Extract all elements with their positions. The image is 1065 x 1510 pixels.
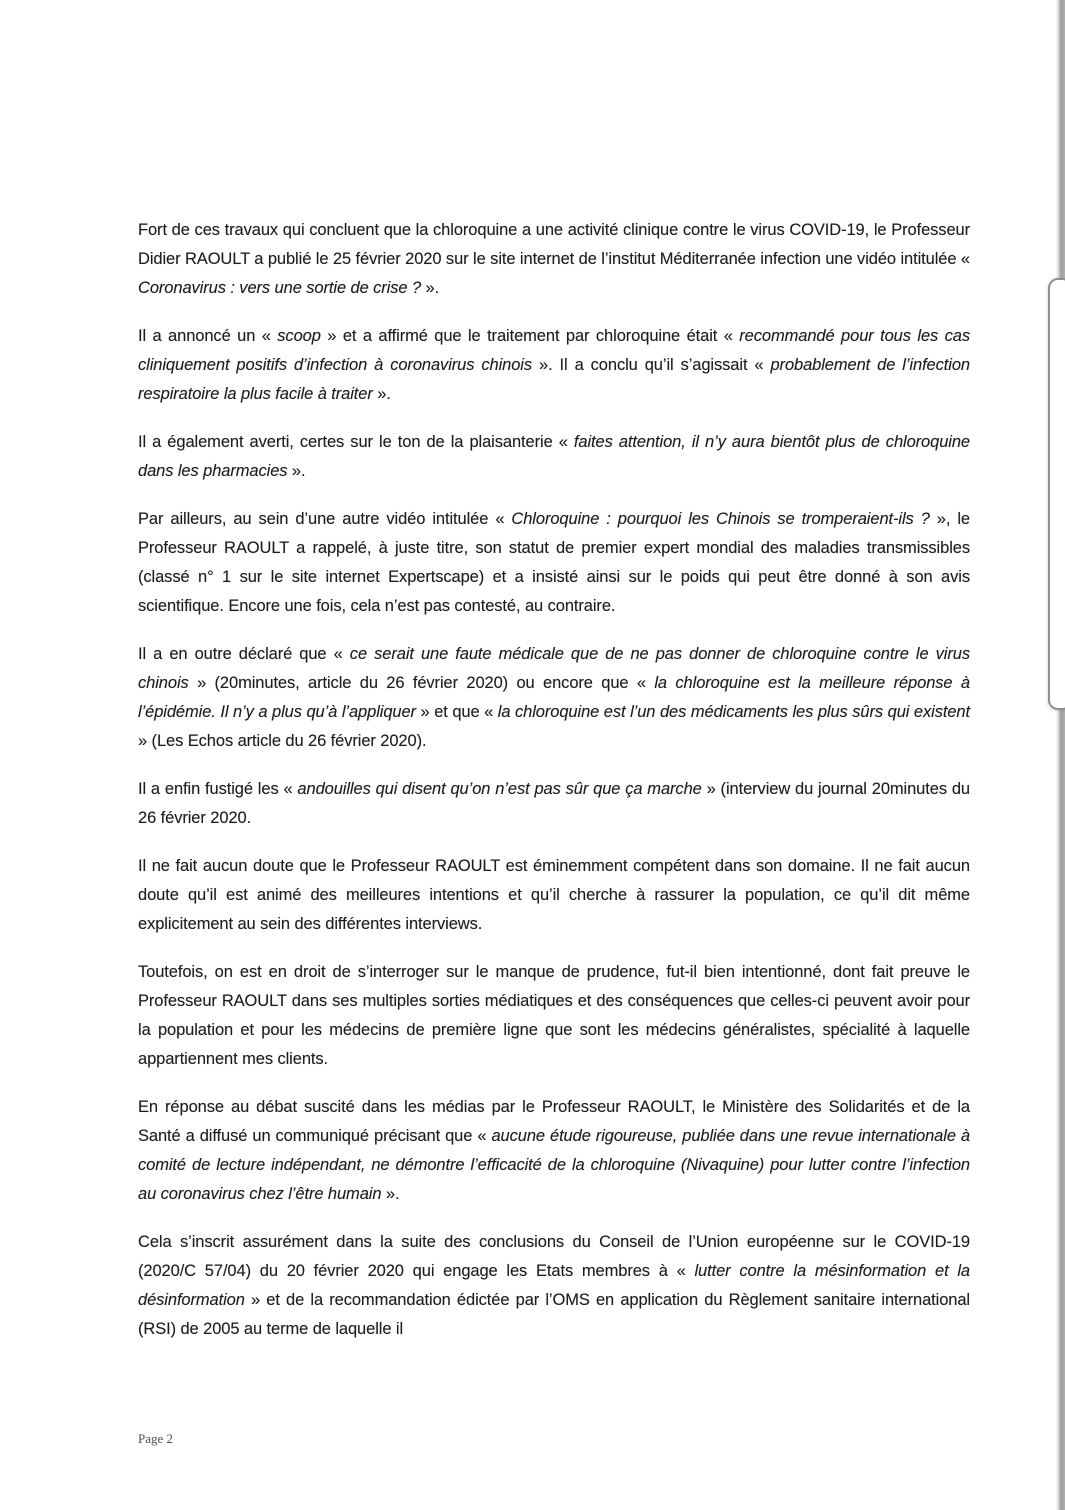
body-text: » (Les Echos article du 26 février 2020). (138, 732, 427, 750)
quoted-italic-text: lutter contre la mésinformation et la désinformation (138, 1262, 970, 1309)
body-text: ». (421, 279, 440, 297)
quoted-italic-text: scoop (277, 327, 321, 345)
quoted-italic-text: Coronavirus : vers une sortie de crise ? (138, 279, 422, 297)
body-text: » et de la recommandation édictée par l’OMS en application du Règlement sanitaire international (RSI) de 2005 au terme de laquelle il (138, 1291, 970, 1338)
quoted-italic-text: andouilles qui disent qu’on n’est pas sûr que ça marche (297, 780, 702, 798)
body-text: » (interview du journal 20minutes du 26 février 2020. (138, 780, 970, 827)
paragraph (138, 505, 970, 621)
paragraph (138, 775, 970, 833)
quoted-italic-text: probablement de l’infection respiratoire la plus facile à traiter (138, 356, 970, 403)
body-text: » et a affirmé que le traitement par chloroquine était « (320, 327, 740, 345)
body-text: », le Professeur RAOULT a rappelé, à juste titre, son statut de premier expert mondial des maladies transmissibles (classé n° 1 sur le site internet Expertscape) et a insisté ainsi sur le poids qui peut être donné à son avis scientifique. Encore une fois, cela n’est pas contesté, au contraire. (138, 510, 971, 615)
document-body (138, 216, 970, 1363)
page-number-footer: Page 2 (138, 1431, 174, 1446)
body-text: ». (372, 385, 391, 403)
paragraph (138, 322, 970, 409)
body-text: Il a en outre déclaré que « (138, 645, 350, 663)
body-text: Il ne fait aucun doute que le Professeur RAOULT est éminemment compétent dans son domaine. Il ne fait aucun doute qu’il est animé des meilleures intentions et qu’il cherche à rassurer la population, ce qu’il dit même explicitement au sein des différentes interviews. (138, 857, 970, 933)
quoted-italic-text: recommandé pour tous les cas cliniquement positifs d’infection à coronavirus chinois (138, 327, 971, 374)
body-text: En réponse au débat suscité dans les médias par le Professeur RAOULT, le Ministère des Solidarités et de la Santé a diffusé un communiqué précisant que « (138, 1098, 970, 1145)
body-text: Par ailleurs, au sein d’une autre vidéo intitulée « (138, 510, 512, 528)
quoted-italic-text: aucune étude rigoureuse, publiée dans une revue internationale à comité de lecture indépendant, ne démontre l’efficacité de la chloroquine (Nivaquine) pour lutter contre l’infection au coronavirus chez l’être humain (138, 1127, 970, 1203)
paragraph (138, 640, 970, 756)
quoted-italic-text: ce serait une faute médicale que de ne pas donner de chloroquine contre le virus chinois (138, 645, 970, 692)
scrollbar-track[interactable] (1056, 0, 1065, 1510)
body-text: Il a également averti, certes sur le ton de la plaisanterie « (138, 433, 574, 451)
paragraph (138, 1093, 970, 1209)
quoted-italic-text: faites attention, il n’y aura bientôt plus de chloroquine dans les pharmacies (138, 433, 971, 480)
paragraph (138, 216, 970, 303)
body-text: Il a annoncé un « (138, 327, 278, 345)
paragraph (138, 1228, 970, 1344)
quoted-italic-text: la chloroquine est la meilleure réponse à l’épidémie. Il n’y a plus qu’à l’appliquer (138, 674, 970, 721)
quoted-italic-text: la chloroquine est l’un des médicaments les plus sûrs qui existent (497, 703, 970, 721)
paragraph (138, 852, 970, 939)
quoted-italic-text: Chloroquine : pourquoi les Chinois se tromperaient-ils ? (511, 510, 930, 528)
body-text: Cela s’inscrit assurément dans la suite des conclusions du Conseil de l’Union européenne sur le COVID-19 (2020/C 57/04) du 20 février 2020 qui engage les Etats membres à « (138, 1233, 970, 1280)
paragraph (138, 958, 970, 1074)
body-text: Il a enfin fustigé les « (138, 780, 298, 798)
body-text: Toutefois, on est en droit de s’interroger sur le manque de prudence, fut-il bien intentionné, dont fait preuve le Professeur RAOULT dans ses multiples sorties médiatiques et des conséquences que celles-ci peuvent avoir pour la population et pour les médecins de première ligne que sont les médecins généralistes, spécialité à laquelle appartiennent mes clients. (138, 963, 970, 1068)
body-text: » (20minutes, article du 26 février 2020) ou encore que « (188, 674, 655, 692)
scrollbar-thumb[interactable] (1048, 278, 1065, 710)
body-text: ». (381, 1185, 400, 1203)
body-text: » et que « (415, 703, 498, 721)
body-text: ». Il a conclu qu’il s’agissait « (532, 356, 771, 374)
paragraph (138, 428, 970, 486)
body-text: ». (287, 462, 306, 480)
body-text: Fort de ces travaux qui concluent que la chloroquine a une activité clinique contre le virus COVID-19, le Professeur Didier RAOULT a publié le 25 février 2020 sur le site internet de l’institut Méditerranée infection une vidéo intitulée « (138, 221, 971, 268)
